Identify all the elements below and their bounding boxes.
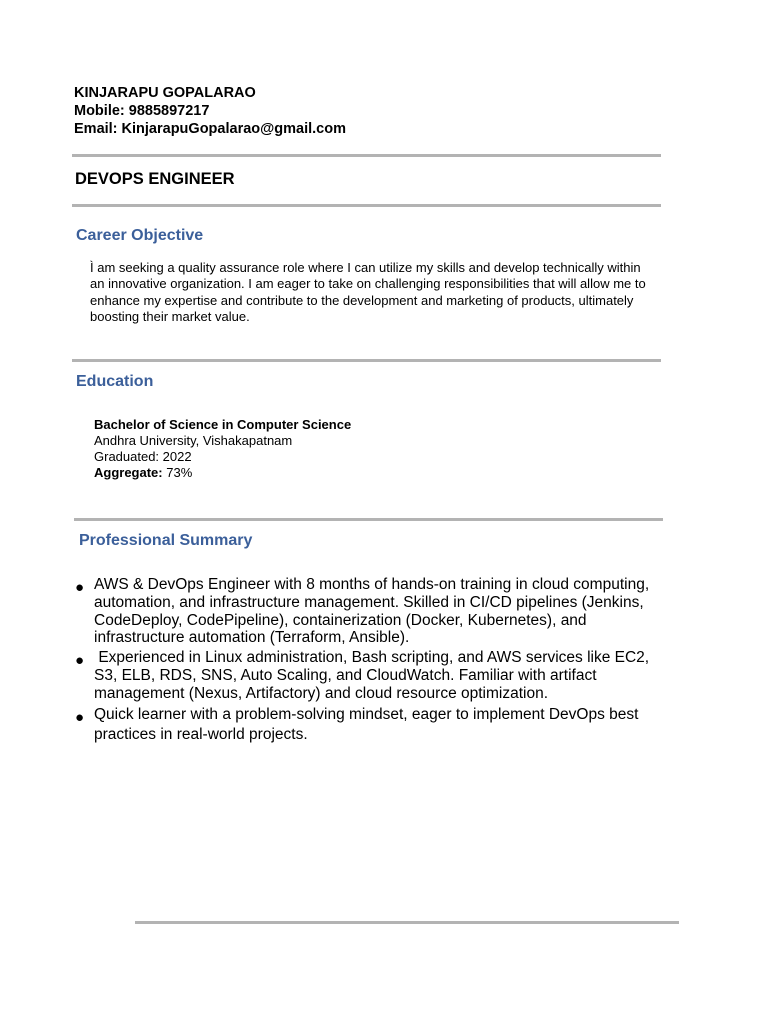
- bullet-icon: ●: [75, 579, 85, 596]
- email-address: Email: KinjarapuGopalarao@gmail.com: [74, 121, 346, 137]
- summary-item: [74, 576, 674, 647]
- bullet-icon: ●: [75, 708, 85, 726]
- mobile-number: Mobile: 9885897217: [74, 103, 210, 119]
- aggregate-value: 73%: [162, 465, 193, 480]
- aggregate-label: Aggregate:: [94, 465, 163, 480]
- summary-item-text: Experienced in Linux administration, Bash scripting, and AWS services like EC2, S3, ELB, RDS, SNS, Auto Scaling, and CloudWatch. Familiar with artifact management (Nexus, Artifactory) and cloud resource optimization.: [94, 649, 654, 702]
- degree-name: Bachelor of Science in Computer Science: [94, 417, 352, 432]
- graduation-year: Graduated: 2022: [94, 449, 192, 464]
- career-objective-text: Ì am seeking a quality assurance role where I can utilize my skills and develop technically within an innovative organization. I am eager to take on challenging responsibilities that will allow me to enhance my expertise and contribute to the development and marketing of products, ultimately boosting their market value.: [90, 260, 646, 324]
- university-name: Andhra University, Vishakapatnam: [94, 433, 293, 448]
- education-heading: Education: [76, 373, 154, 390]
- job-title: DEVOPS ENGINEER: [75, 170, 235, 188]
- professional-summary-list: [74, 576, 674, 745]
- professional-summary-heading: Professional Summary: [79, 532, 253, 549]
- divider-job-title: [72, 204, 661, 207]
- candidate-name: KINJARAPU GOPALARAO: [74, 85, 256, 101]
- aggregate-line: [94, 465, 351, 481]
- summary-item: [74, 649, 674, 702]
- bullet-icon: ●: [75, 652, 85, 670]
- divider-header: [72, 154, 661, 157]
- education-entry: [94, 417, 351, 481]
- career-objective-heading: Career Objective: [76, 227, 204, 244]
- divider-education: [74, 518, 663, 521]
- summary-item-text: AWS & DevOps Engineer with 8 months of hands-on training in cloud computing, automation, and infrastructure management. Skilled in CI/CD pipelines (Jenkins, CodeDeploy, CodePipeline), containerization (Docker, Kubernetes), and infrastructure automation (Terraform, Ansible).: [94, 576, 650, 647]
- divider-footer: [135, 921, 679, 924]
- summary-item-text: Quick learner with a problem-solving mindset, eager to implement DevOps best practices in real-world projects.: [94, 705, 639, 743]
- summary-item: [74, 705, 674, 745]
- divider-objective: [72, 359, 661, 362]
